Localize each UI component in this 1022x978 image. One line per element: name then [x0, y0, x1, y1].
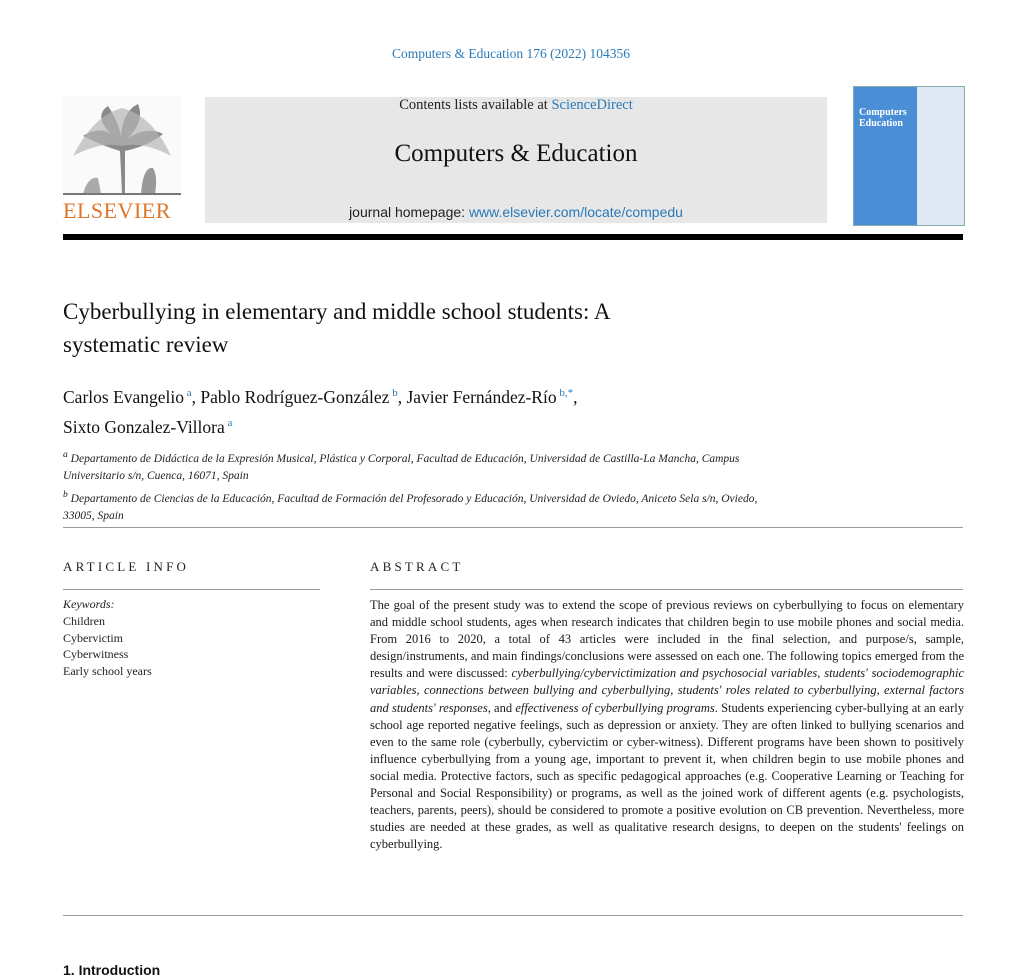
journal-cover-thumbnail[interactable] [853, 86, 965, 226]
publisher-name: ELSEVIER [63, 198, 171, 223]
divider [63, 589, 320, 590]
contents-line [205, 97, 827, 114]
elsevier-logo[interactable] [63, 96, 181, 224]
divider [370, 589, 963, 590]
tree-engraving-icon [63, 96, 181, 196]
author-list: Carlos Evangelio $^a$, Pablo Rodríguez-González $^b$, Javier Fernández-Río $^{b,*}$, Sixto Gonzalez-Villora $^a$ [63, 386, 578, 437]
journal-title: Computers & Education [394, 140, 638, 167]
affiliations [63, 446, 843, 526]
keywords-label: Keywords: [63, 597, 115, 611]
journal-homepage-link[interactable]: www.elsevier.com/locate/compedu [468, 204, 683, 220]
cover-title-line-1: Computers [859, 107, 907, 118]
author-sup[interactable]: b,* [559, 387, 574, 399]
abstract-topics: cyberbullying/cybervictimization and psychosocial variables, students' sociodemographic variables, connections between bullying and cyberbullying, students' roles related to cyberbullying, external factors and students' responses [370, 666, 964, 715]
abstract-topics: effectiveness of cyberbullying programs [515, 700, 715, 715]
affiliation-mark[interactable] [557, 387, 574, 399]
keyword: Cybervictim [63, 630, 123, 645]
affiliation-mark[interactable] [389, 387, 397, 399]
section-heading-introduction: 1. Introduction [63, 962, 161, 978]
sciencedirect-link[interactable]: ScienceDirect [551, 97, 633, 113]
affiliation-text: Departamento de Ciencias de la Educación, Facultad de Formación del Profesorado y Educación, Universidad de Oviedo, Aniceto Sela s/n, Oviedo, [70, 492, 758, 505]
affiliation-b [63, 486, 843, 526]
journal-reference-link[interactable]: Computers & Education 176 (2022) 104356 [391, 46, 631, 61]
abstract-part: , and [487, 700, 516, 715]
header-rule [63, 234, 963, 240]
title-line-1: Cyberbullying in elementary and middle school students: A [63, 299, 611, 324]
keyword: Early school years [63, 664, 152, 679]
abstract-part: The goal of the present study was to extend the scope of previous reviews on cyberbullying to focus on elementary and middle school students, ages when research indicates that children begin to use mobile phones and social media. From 2016 to 2020, a total of 43 articles were included in the final selection, and purpose/s, sample, design/instruments, and main findings/conclusions were assessed on each one. The following topics emerged from the results and were discussed: [370, 598, 964, 681]
homepage-prefix: journal homepage: [349, 204, 469, 220]
affiliation-text: Departamento de Didáctica de la Expresión Musical, Plástica y Corporal, Facultad de Educación, Universidad de Castilla-La Mancha, Campus [70, 452, 740, 465]
keywords-block [63, 596, 320, 680]
affiliation-marker: b [63, 488, 68, 500]
affiliation-text: 33005, Spain [63, 510, 124, 523]
affiliation-marker: a [63, 449, 68, 460]
affiliation-a [63, 446, 843, 486]
contents-prefix: Contents lists available at [399, 97, 552, 113]
author-name[interactable]: Sixto Gonzalez-Villora [63, 416, 225, 437]
article-info-heading: ARTICLE INFO [63, 559, 190, 574]
homepage-line [205, 204, 827, 220]
author-sup[interactable]: b [392, 387, 398, 399]
author-sup[interactable]: a [186, 387, 192, 399]
cover-title-line-2: Education [859, 118, 903, 129]
author-sup[interactable]: a [227, 416, 233, 429]
title-line-2: systematic review [63, 332, 229, 357]
affiliation-mark[interactable] [184, 387, 192, 399]
abstract-heading: ABSTRACT [370, 559, 464, 574]
author-name[interactable]: Pablo Rodríguez-González [200, 386, 390, 407]
author-name[interactable]: Carlos Evangelio [63, 386, 185, 407]
affiliation-mark[interactable] [225, 417, 233, 429]
cover-title [859, 107, 907, 129]
abstract-text [370, 597, 964, 853]
abstract-part: . Students experiencing cyber-bullying at an early school age reported negative feelings, such as depression or anxiety. They are often linked to bullying scenarios and even to the same role (cyberbully, cybervictim or cyber-witness). Different programs have been shown to positively influence cyberbullying from a young age, important to prevent it, when children begin to use mobile phones and social media. Protective factors, such as specific pedagogical approaches (e.g. Cooperative Learning or Teaching for Personal and Social Responsibility) or programs, as well as the joined work of different agents (e.g. psychologists, teachers, parents, peers), should be considered to promote a positive evolution on CB prevention. Nevertheless, more studies are needed at these grades, as well as qualitative research designs, to deepen on the students' feelings on cyberbullying. [370, 700, 964, 852]
author-name[interactable]: Javier Fernández-Río [406, 386, 557, 407]
affiliation-text: Universitario s/n, Cuenca, 16071, Spain [63, 470, 249, 483]
divider [63, 915, 963, 916]
article-title [63, 295, 863, 361]
keyword: Children [63, 613, 105, 628]
divider [63, 527, 963, 528]
keyword: Cyberwitness [63, 647, 129, 662]
journal-banner [205, 97, 827, 223]
